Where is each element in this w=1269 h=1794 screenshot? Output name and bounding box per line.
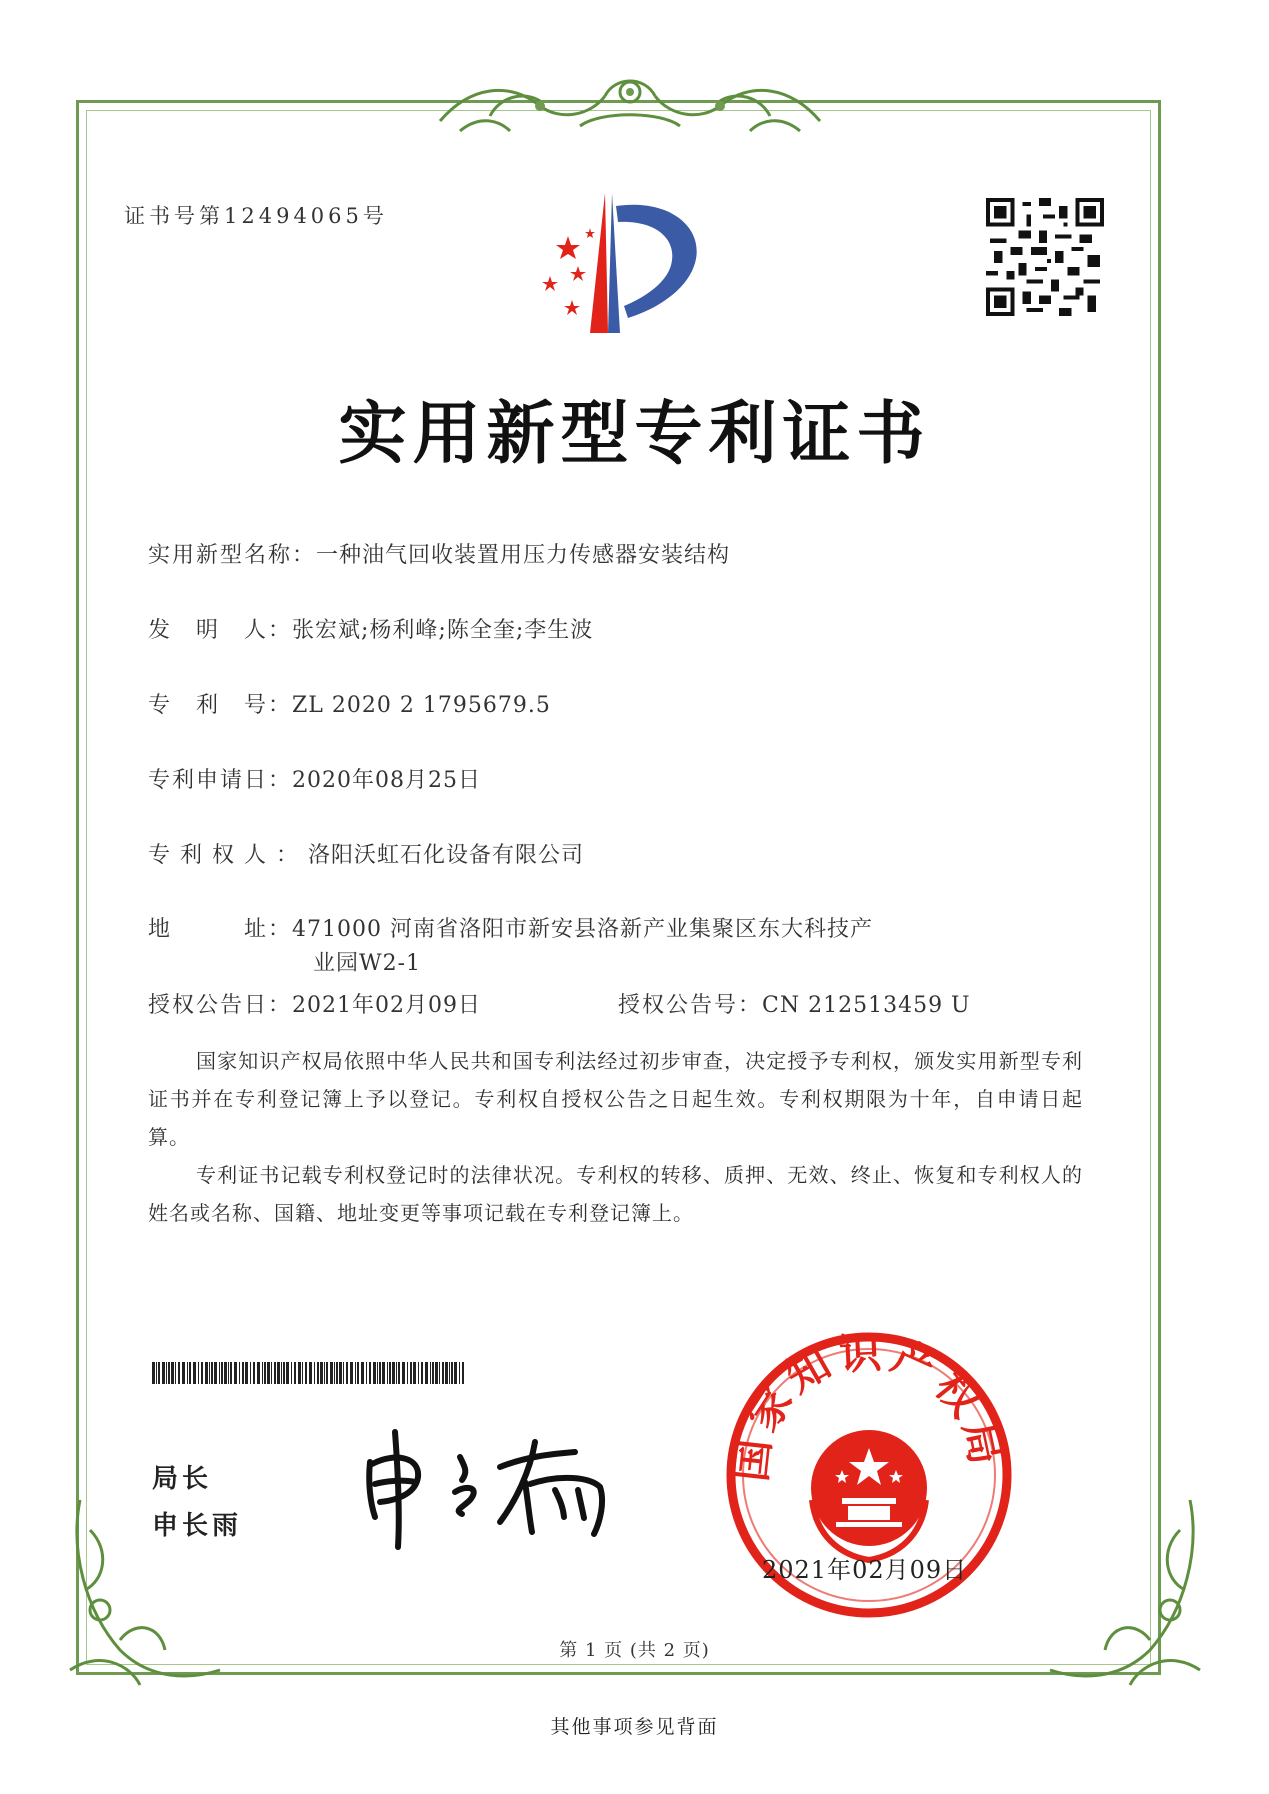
- barcode-icon: [152, 1362, 467, 1384]
- grant-number-value: CN 212513459 U: [762, 993, 971, 1018]
- grant-date-label: 授权公告日：: [148, 993, 293, 1018]
- address-line-1: 471000 河南省洛阳市新安县洛新产业集聚区东大科技产: [292, 917, 873, 942]
- grant-date-value: 2021年02月09日: [292, 993, 481, 1018]
- certificate-number: 证书号第12494065号: [124, 204, 388, 228]
- seal-date: 2021年02月09日: [762, 1556, 968, 1584]
- inventor-label: 发 明 人：: [148, 618, 293, 643]
- back-note: 其他事项参见背面: [550, 1716, 719, 1738]
- patent-number-row: [148, 688, 551, 719]
- filing-date-label: 专利申请日：: [148, 768, 293, 793]
- patent-office-logo-icon: [520, 188, 720, 338]
- signatory-title: 局长: [152, 1464, 213, 1494]
- document-title: 实用新型专利证书: [338, 395, 931, 474]
- utility-name-row: [148, 538, 730, 569]
- seal-text: 国家知识产权局: [726, 1330, 1012, 1484]
- utility-name-label: 实用新型名称：: [148, 543, 317, 568]
- utility-name-value: 一种油气回收装置用压力传感器安装结构: [316, 543, 731, 568]
- address-line-2: 业园W2-1: [313, 951, 422, 976]
- filing-date-row: [148, 763, 481, 794]
- address-label: 地 址：: [148, 917, 293, 942]
- qr-code-icon: [986, 198, 1104, 316]
- patent-number-value: ZL 2020 2 1795679.5: [292, 693, 551, 718]
- patentee-row: [148, 838, 584, 869]
- grant-date-row: [148, 988, 481, 1019]
- address-row-2: [313, 946, 421, 977]
- grant-number-row: [618, 988, 971, 1019]
- page-indicator: 第 1 页 (共 2 页): [559, 1640, 710, 1661]
- patentee-label: 专利权人：: [148, 843, 309, 868]
- body-paragraph-1: 国家知识产权局依照中华人民共和国专利法经过初步审查，决定授予专利权，颁发实用新型专利证书并在专利登记簿上予以登记。专利权自授权公告之日起生效。专利权期限为十年，自申请日起算。: [148, 1049, 1083, 1149]
- filing-date-value: 2020年08月25日: [292, 768, 481, 793]
- patent-number-label: 专 利 号：: [148, 693, 293, 718]
- patentee-value: 洛阳沃虹石化设备有限公司: [308, 843, 585, 868]
- body-paragraph-2: 专利证书记载专利权登记时的法律状况。专利权的转移、质押、无效、终止、恢复和专利权人的姓名或名称、国籍、地址变更等事项记载在专利登记簿上。: [148, 1163, 1083, 1225]
- grant-number-label: 授权公告号：: [618, 993, 763, 1018]
- handwritten-signature-icon: [350, 1422, 630, 1552]
- signatory-name: 申长雨: [152, 1511, 243, 1541]
- inventor-row: [148, 613, 593, 644]
- top-ornament-icon: [430, 66, 830, 140]
- address-row: [148, 912, 873, 943]
- inventor-value: 张宏斌;杨利峰;陈全奎;李生波: [292, 618, 594, 643]
